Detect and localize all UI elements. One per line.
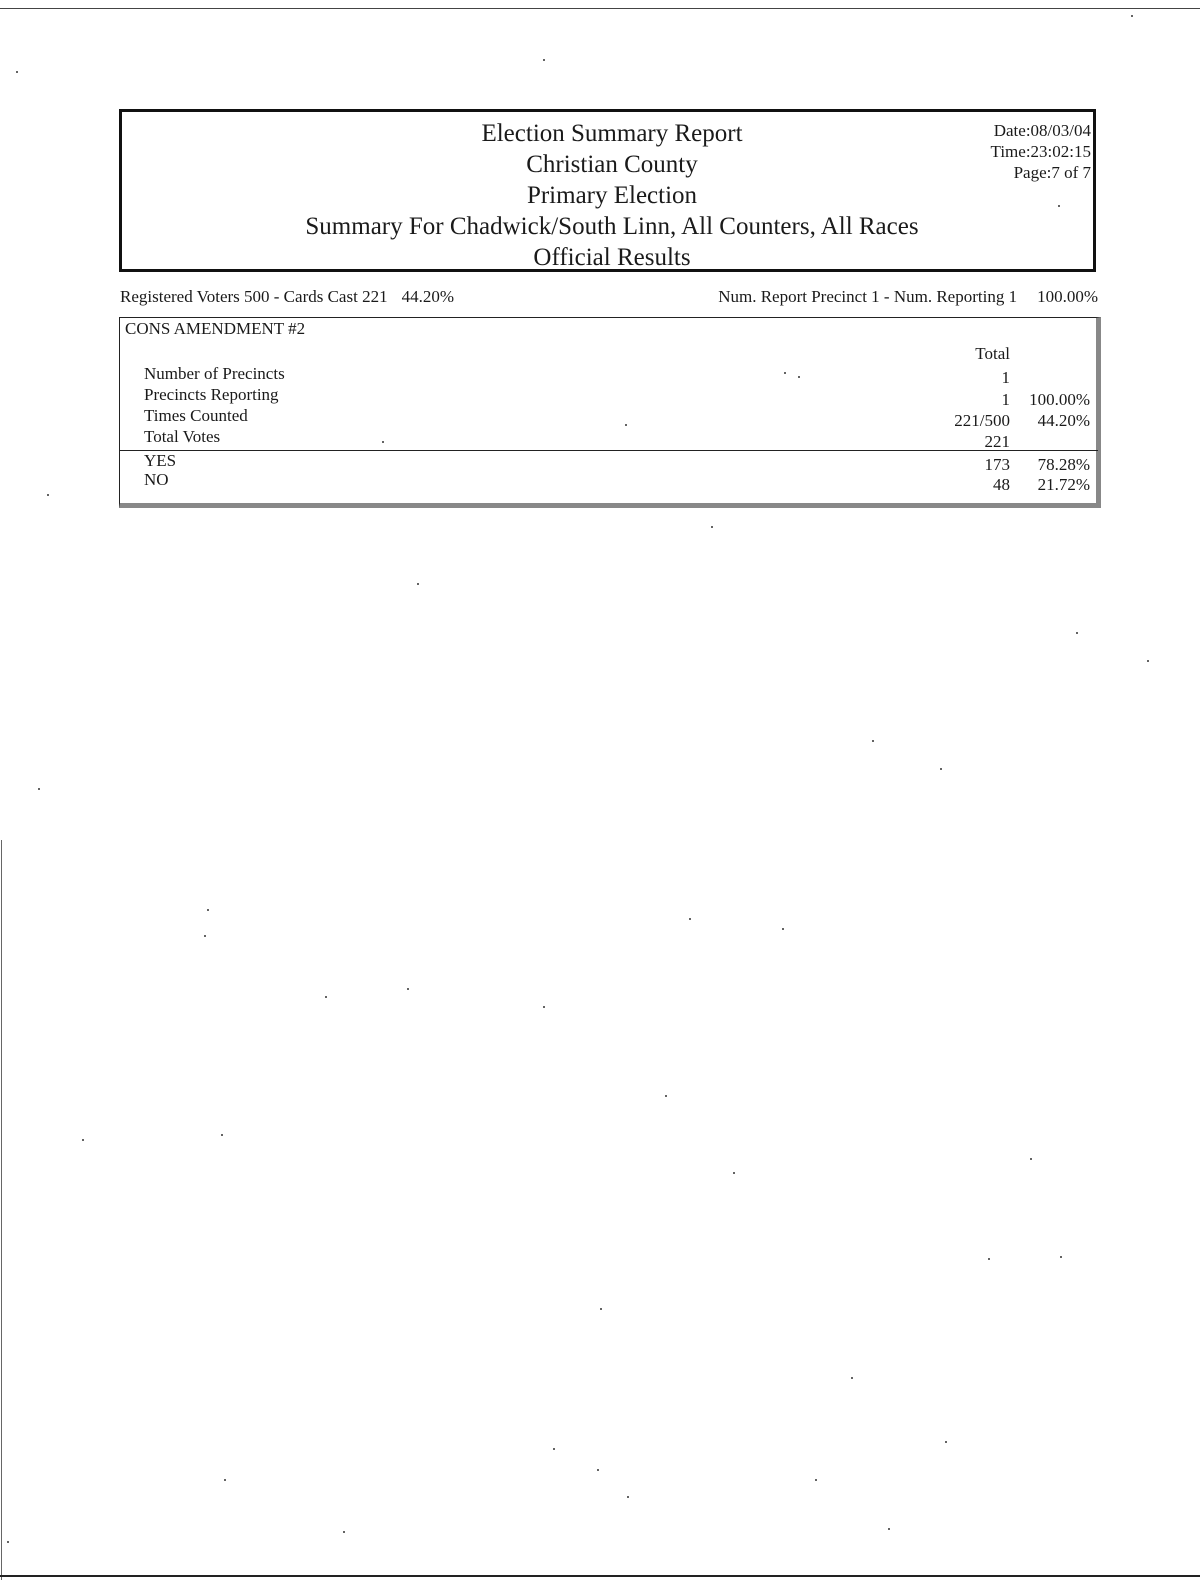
reporting-percent: 100.00% — [1037, 287, 1098, 306]
row-value: 221 — [984, 432, 1010, 451]
scan-speck — [988, 1258, 990, 1260]
scan-speck — [851, 1377, 853, 1379]
row-value: 1 — [1001, 390, 1010, 409]
scan-speck — [382, 441, 384, 443]
choice-row-yes — [120, 451, 1096, 472]
choice-label: YES — [144, 451, 177, 470]
scan-speck — [1030, 1158, 1032, 1160]
scan-speck — [665, 1095, 667, 1097]
scan-speck — [627, 1496, 629, 1498]
scan-speck — [325, 996, 327, 998]
scan-speck — [940, 768, 942, 770]
scan-speck — [600, 1308, 602, 1310]
scan-speck — [597, 1469, 599, 1471]
results-status: Official Results — [533, 244, 691, 271]
precinct-stats — [718, 287, 1098, 307]
scan-speck — [221, 1134, 223, 1136]
scan-speck — [945, 1441, 947, 1443]
bottom-scan-edge — [0, 1575, 1200, 1577]
scan-speck — [224, 1479, 226, 1481]
scan-speck — [798, 376, 800, 378]
summary-row — [120, 385, 1096, 409]
left-scan-edge — [1, 840, 2, 1580]
row-label: Total Votes — [144, 427, 221, 446]
row-label: Times Counted — [144, 406, 248, 425]
row-value: 1 — [1001, 368, 1010, 387]
choice-percent: 21.72% — [1037, 475, 1090, 494]
choice-percent: 78.28% — [1037, 455, 1090, 474]
voter-stats — [120, 287, 454, 307]
scan-speck — [689, 918, 691, 920]
election-name: Primary Election — [526, 182, 698, 209]
scan-speck — [1147, 660, 1149, 662]
choice-votes: 48 — [993, 475, 1010, 494]
turnout-percent: 44.20% — [401, 287, 454, 306]
scan-speck — [733, 1172, 735, 1174]
report-title: Election Summary Report — [481, 120, 743, 147]
scan-speck — [16, 71, 18, 73]
report-title-block — [122, 118, 1102, 273]
summary-row — [120, 406, 1096, 430]
scan-speck — [1058, 205, 1060, 207]
total-column-header: Total — [975, 344, 1010, 363]
scan-speck — [543, 1006, 545, 1008]
scan-speck — [553, 1448, 555, 1450]
scan-speck — [888, 1528, 890, 1530]
scan-speck — [1076, 632, 1078, 634]
scan-speck — [815, 1479, 817, 1481]
precinct-reporting-text: Num. Report Precinct 1 - Num. Reporting 1 — [718, 287, 1018, 306]
summary-row — [120, 364, 1096, 385]
report-meta — [991, 120, 1091, 183]
scan-speck — [872, 740, 874, 742]
scan-speck — [782, 928, 784, 930]
report-header — [119, 109, 1096, 272]
row-percent: 100.00% — [1029, 390, 1090, 409]
report-time: Time:23:02:15 — [990, 142, 1091, 161]
row-label: Number of Precincts — [144, 364, 285, 383]
registered-voters-text: Registered Voters 500 - Cards Cast 221 — [120, 287, 388, 306]
row-value: 221/500 — [954, 411, 1010, 430]
race-title: CONS AMENDMENT #2 — [125, 319, 306, 338]
scan-speck — [82, 1139, 84, 1141]
choice-votes: 173 — [984, 455, 1010, 474]
summary-scope: Summary For Chadwick/South Linn, All Counters, All Races — [305, 213, 919, 240]
report-date: Date:08/03/04 — [993, 121, 1091, 140]
choice-row-no — [120, 470, 1096, 494]
scan-speck — [407, 988, 409, 990]
scan-speck — [543, 59, 545, 61]
scan-speck — [1131, 15, 1133, 17]
page-number: Page:7 of 7 — [1013, 163, 1091, 182]
scan-speck — [625, 424, 627, 426]
choice-label: NO — [144, 470, 169, 489]
race-results-box — [119, 317, 1101, 508]
scan-speck — [7, 1541, 9, 1543]
scan-speck — [1060, 1256, 1062, 1258]
scan-speck — [784, 372, 786, 374]
row-label: Precincts Reporting — [144, 385, 279, 404]
scan-speck — [343, 1531, 345, 1533]
scan-speck — [204, 935, 206, 937]
summary-row — [120, 427, 1096, 451]
row-percent: 44.20% — [1037, 411, 1090, 430]
scan-speck — [47, 494, 49, 496]
scan-speck — [417, 583, 419, 585]
top-scan-edge — [0, 8, 1200, 9]
scan-speck — [711, 526, 713, 528]
scan-speck — [207, 909, 209, 911]
county-name: Christian County — [526, 151, 698, 178]
scan-speck — [38, 788, 40, 790]
